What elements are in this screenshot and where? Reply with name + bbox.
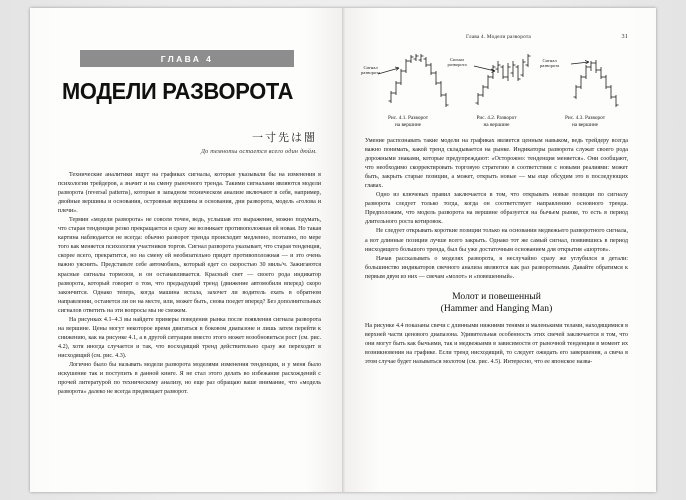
caption-line-1: Рис. 4.2. Разворот	[476, 115, 517, 121]
running-head-title: Глава 4. Модели разворота	[466, 34, 531, 40]
paragraph: Не следует открывать короткие позиции только на основании медвежьего разворотного сигнала, а вот длинные позиции лучше всего закрыть. Однако тот же самый сигнал, появившись в период нисходящего большого тренда, был бы уже достаточным основанием для открытия «шортов».	[365, 228, 628, 253]
figure-4-3-canvas	[542, 51, 628, 113]
book-spread	[30, 8, 656, 492]
left-page	[30, 8, 343, 492]
epigraph	[58, 129, 321, 155]
epigraph-translation: До темноты остается всего один дюйм.	[201, 148, 317, 155]
section-heading-line-1: Молот и повешенный	[452, 290, 541, 302]
page-number: 31	[621, 33, 628, 40]
figure-4-1	[361, 51, 451, 129]
figure-4-3-caption	[565, 115, 605, 129]
caption-line-1: Рис. 4.3. Разворот	[564, 115, 606, 121]
paragraph: Начав рассказывать о моделях разворота, я неслучайно сразу же углубился в детали: большинство индикаторов свечного анализа являются как раз разворотными. Давайте обратимся к первым двум из них — свечам «молот» и «повешенный».	[365, 255, 628, 280]
right-page	[343, 8, 656, 492]
figure-4-2-caption	[476, 115, 516, 129]
figure-4-1-caption	[388, 115, 428, 129]
paragraph: Термин «модели разворота» не совсем точен, ведь, услышав это выражение, можно подумать, что старая тенденция резко прекращается и сразу же возникает противоположная ей новая. Но такая картина наблюдается не всегда: обычно разворот тренда происходит медленно, поэтапно, по мере того как меняется психология участников торгов. Сигнал разворота указывает, что старая тенденция, скорее всего, прекратится, но на смену ей необязательно придет противоположная — и это очень важно уяснить. Представьте себе автомобиль, который едет со скоростью 30 миль/ч. Зажигаются красные сигналы тормозов, и он останавливается. Красный свет — своего рода индикатор разворота, который говорит о том, что предыдущий тренд (движение автомобиля вперед) скоро закончится. Однако теперь, когда машина встала, захочет ли водитель ехать в обратном направлении, останется ли он на месте, или, может быть, снова поедет вперед? Без дополнительных сигналов ответить на эти вопросы мы не сможем.	[58, 217, 321, 314]
paragraph: На рисунках 4.1–4.3 вы найдете примеры поведения рынка после появления сигнала разворота на вершине. Цены могут некоторое время двигаться в боковом диапазоне и лишь затем перейти к снижению, как на рисунке 4.1, а в другой ситуации вместо этого может возобновиться рост (см. рис. 4.2), хотя иногда случается и так, что восходящий тренд действительно сразу же переходит в нисходящий (см. рис. 4.3).	[58, 316, 321, 359]
caption-line-1: Рис. 4.1. Разворот	[387, 115, 429, 121]
chapter-number-band	[80, 50, 294, 67]
candlestick-chart-icon	[365, 51, 451, 113]
chapter-number-label: ГЛАВА 4	[160, 53, 214, 64]
epigraph-japanese: 一寸先は闇	[252, 131, 317, 144]
right-page-body-bottom	[365, 322, 628, 367]
figure-4-2	[447, 51, 540, 129]
paragraph: Одно из ключевых правил заключается в том, что открывать новые позиции по сигналу разворота следует только тогда, когда он соответствует направлению основного тренда. Предположим, что модель разворота на вершине образуется на бычьем рынке, то есть в период длительного роста котировок.	[365, 192, 628, 226]
paragraph: На рисунке 4.4 показаны свечи с длинными нижними тенями и маленькими телами, находящимися в верхней части ценового диапазона. Удивительная особенность этих свечей заключается в том, что они могут быть как бычьими, так и медвежьими в зависимости от рыночной тенденции в момент их возникновения на графике. Если тренд нисходящий, то следует ожидать его завершения, а свеча в этом случае будет называться молотом (см. рис. 4.5). Интересно, что ее японское назва-	[365, 322, 628, 365]
section-heading	[365, 291, 628, 316]
page-gutter	[342, 8, 345, 492]
signal-label-line-1: Сигнал	[542, 58, 557, 63]
figure-4-2-signal-annotation	[448, 57, 467, 68]
paragraph: Умение распознавать такие модели на графиках является ценным навыком, ведь трейдеру всегда важно понимать, какой тренд складывается на рынке. Индикаторы разворота служат своего рода дорожными знаками, которые предупреждают: «Осторожно: тенденция меняется». Они сообщают, что необходимо скорректировать торговую стратегию в соответствии с новыми реалиями: может быть, закрыть старые позиции, а может, открыть новые — мы еще обсудим это в последующих главах.	[365, 138, 628, 190]
signal-label-line-1: Сигнал	[363, 65, 378, 70]
paragraph: Логично было бы называть модели разворота моделями изменения тенденции, и у меня было искушение так и поступить в данной книге. Я не стал этого делать во избежание расхождений с прочей литературой по техническому анализу, но еще раз обращаю ваше внимание, что «модель разворота» далеко не всегда предвещает разворот.	[58, 361, 321, 396]
figure-4-1-signal-annotation	[361, 65, 380, 76]
figure-group	[361, 51, 628, 129]
signal-label-line-2: разворота	[540, 63, 560, 69]
running-head	[365, 33, 628, 45]
paragraph: Технические аналитики ищут на графиках сигналы, которые указывали бы на изменения в психологии трейдеров, а значит и на смену рыночного тренда. Такими сигналами являются модели разворота (reversal patterns), которые в западном техническом анализе включают в себя, например, двойные вершины и основания, островные вершины и основания, дни разворота, модель «голова и плечи».	[58, 172, 321, 215]
caption-line-2: на вершине	[394, 122, 422, 128]
caption-line-2: на вершине	[571, 122, 599, 128]
signal-label-line-2: разворота	[361, 70, 381, 76]
section-heading-line-2: (Hammer and Hanging Man)	[440, 303, 553, 315]
signal-label-line-1: Сигнал	[449, 57, 465, 62]
figure-4-3	[542, 51, 628, 129]
figure-4-1-canvas	[361, 51, 451, 113]
caption-line-2: на вершине	[483, 122, 510, 128]
figure-4-3-signal-annotation	[540, 58, 559, 69]
chapter-title: МОДЕЛИ РАЗВОРОТА	[62, 78, 294, 104]
right-page-body-top	[365, 137, 628, 282]
signal-label-line-2: разворота	[447, 62, 467, 68]
left-page-body	[58, 171, 321, 397]
figure-4-2-canvas	[447, 51, 540, 113]
